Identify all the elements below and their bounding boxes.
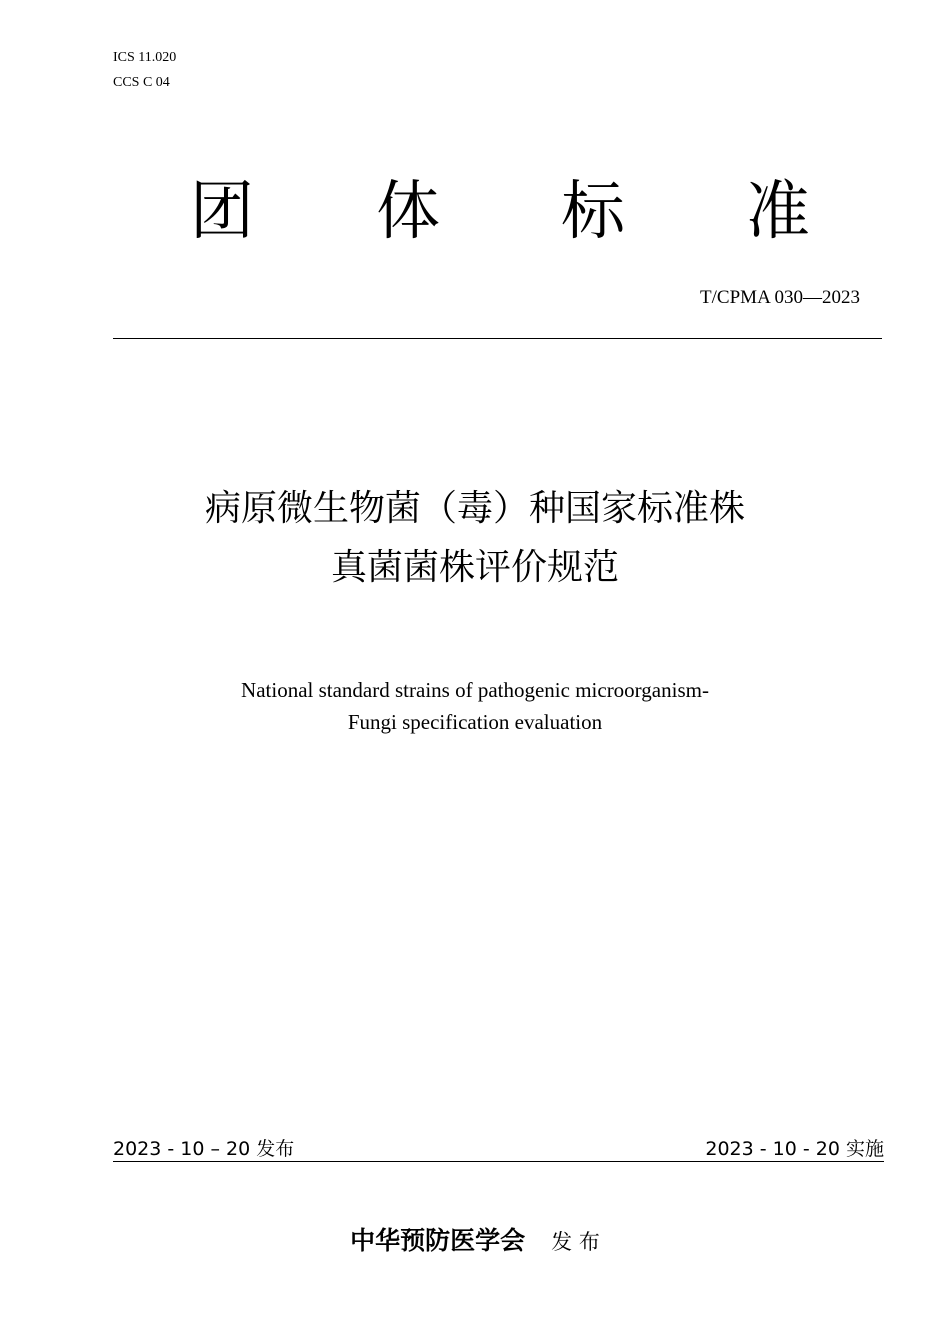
publisher-name: 中华预防医学会 — [350, 1226, 526, 1255]
standard-type-char-3: 标 — [561, 175, 625, 249]
footer-divider — [113, 1161, 884, 1162]
english-title-line-2: Fungi specification evaluation — [347, 710, 603, 734]
standard-type-char-2: 体 — [376, 175, 440, 249]
english-title-line-1: National standard strains of pathogenic microorganism- — [241, 678, 709, 702]
publish-date: 2023 - 10 – 20 发布 — [113, 1138, 295, 1160]
standard-type-char-4: 准 — [746, 175, 810, 249]
publish-label: 发 布 — [551, 1230, 600, 1254]
document-code: T/CPMA 030—2023 — [700, 287, 860, 308]
ccs-code: CCS C 04 — [113, 75, 170, 90]
implementation-date: 2023 - 10 - 20 实施 — [705, 1138, 884, 1160]
header-divider — [113, 338, 882, 339]
standard-type-char-1: 团 — [190, 175, 254, 249]
chinese-title-line-1: 病原微生物菌（毒）种国家标准株 — [204, 488, 745, 529]
ics-code: ICS 11.020 — [113, 50, 177, 65]
chinese-title-line-2: 真菌菌株评价规范 — [330, 547, 619, 588]
publisher-line — [0, 1225, 950, 1260]
